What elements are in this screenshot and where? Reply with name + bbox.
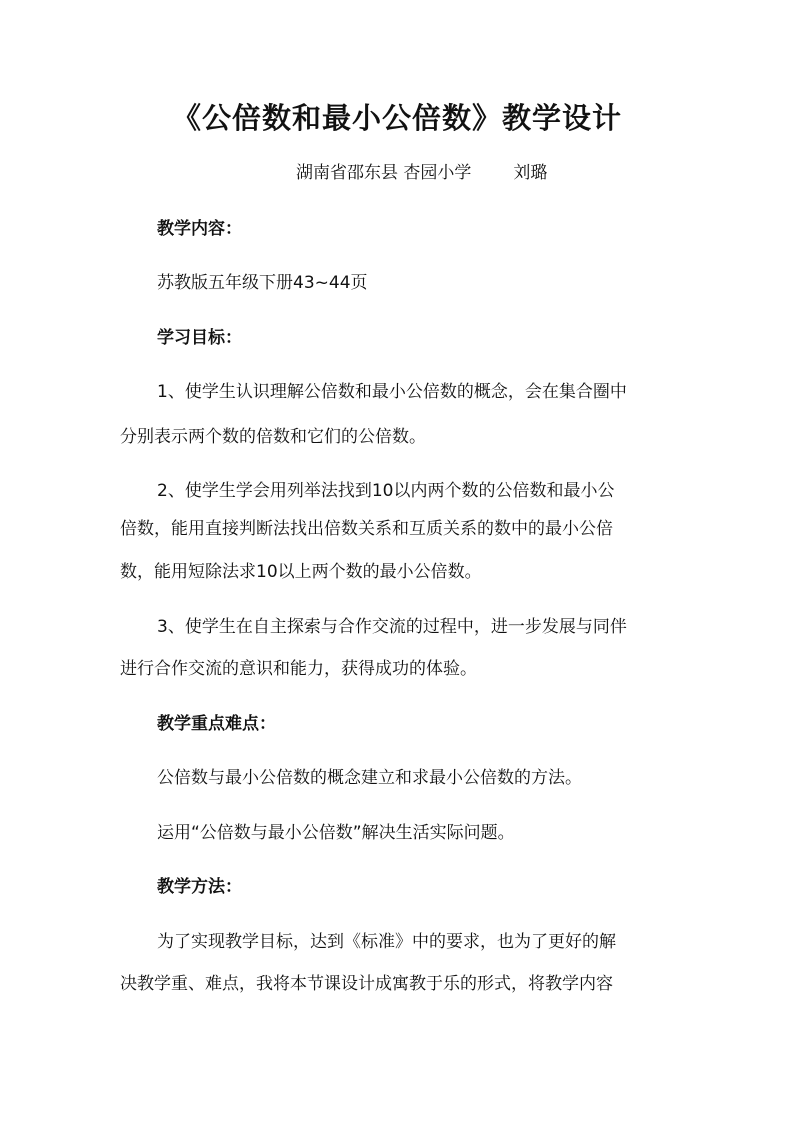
goal-1-line-2: 分别表示两个数的倍数和它们的公倍数。: [120, 427, 426, 447]
method-line-1: 为了实现教学目标，达到《标准》中的要求，也为了更好的解: [157, 932, 616, 952]
heading-learning-goals: 学习目标：: [157, 328, 242, 348]
key-point-2: 运用“公倍数与最小公倍数”解决生活实际问题。: [157, 823, 515, 843]
author-line: [296, 160, 547, 186]
goal-3-line-1: 3、使学生在自主探索与合作交流的过程中，进一步发展与同伴: [157, 617, 627, 637]
author-name: 刘璐: [513, 163, 548, 183]
goal-2-line-2: 倍数，能用直接判断法找出倍数关系和互质关系的数中的最小公倍: [120, 519, 613, 539]
key-point-1: 公倍数与最小公倍数的概念建立和求最小公倍数的方法。: [157, 768, 582, 788]
heading-teaching-method: 教学方法：: [157, 877, 242, 897]
page-title: 《公倍数和最小公倍数》教学设计: [171, 101, 622, 135]
goal-2-line-1: 2、使学生学会用列举法找到10以内两个数的公倍数和最小公: [157, 481, 615, 501]
heading-teaching-content: 教学内容：: [157, 219, 242, 239]
school-name: 湖南省邵东县 杏园小学: [296, 163, 472, 183]
goal-2-line-3: 数，能用短除法求10以上两个数的最小公倍数。: [120, 562, 482, 582]
heading-key-points: 教学重点难点：: [157, 714, 276, 734]
teaching-content-text: 苏教版五年级下册43~44页: [157, 273, 368, 293]
goal-1-line-1: 1、使学生认识理解公倍数和最小公倍数的概念，会在集合圈中: [157, 382, 627, 402]
goal-3-line-2: 进行合作交流的意识和能力，获得成功的体验。: [120, 659, 477, 679]
method-line-2: 决教学重、难点，我将本节课设计成寓教于乐的形式，将教学内容: [120, 974, 613, 994]
